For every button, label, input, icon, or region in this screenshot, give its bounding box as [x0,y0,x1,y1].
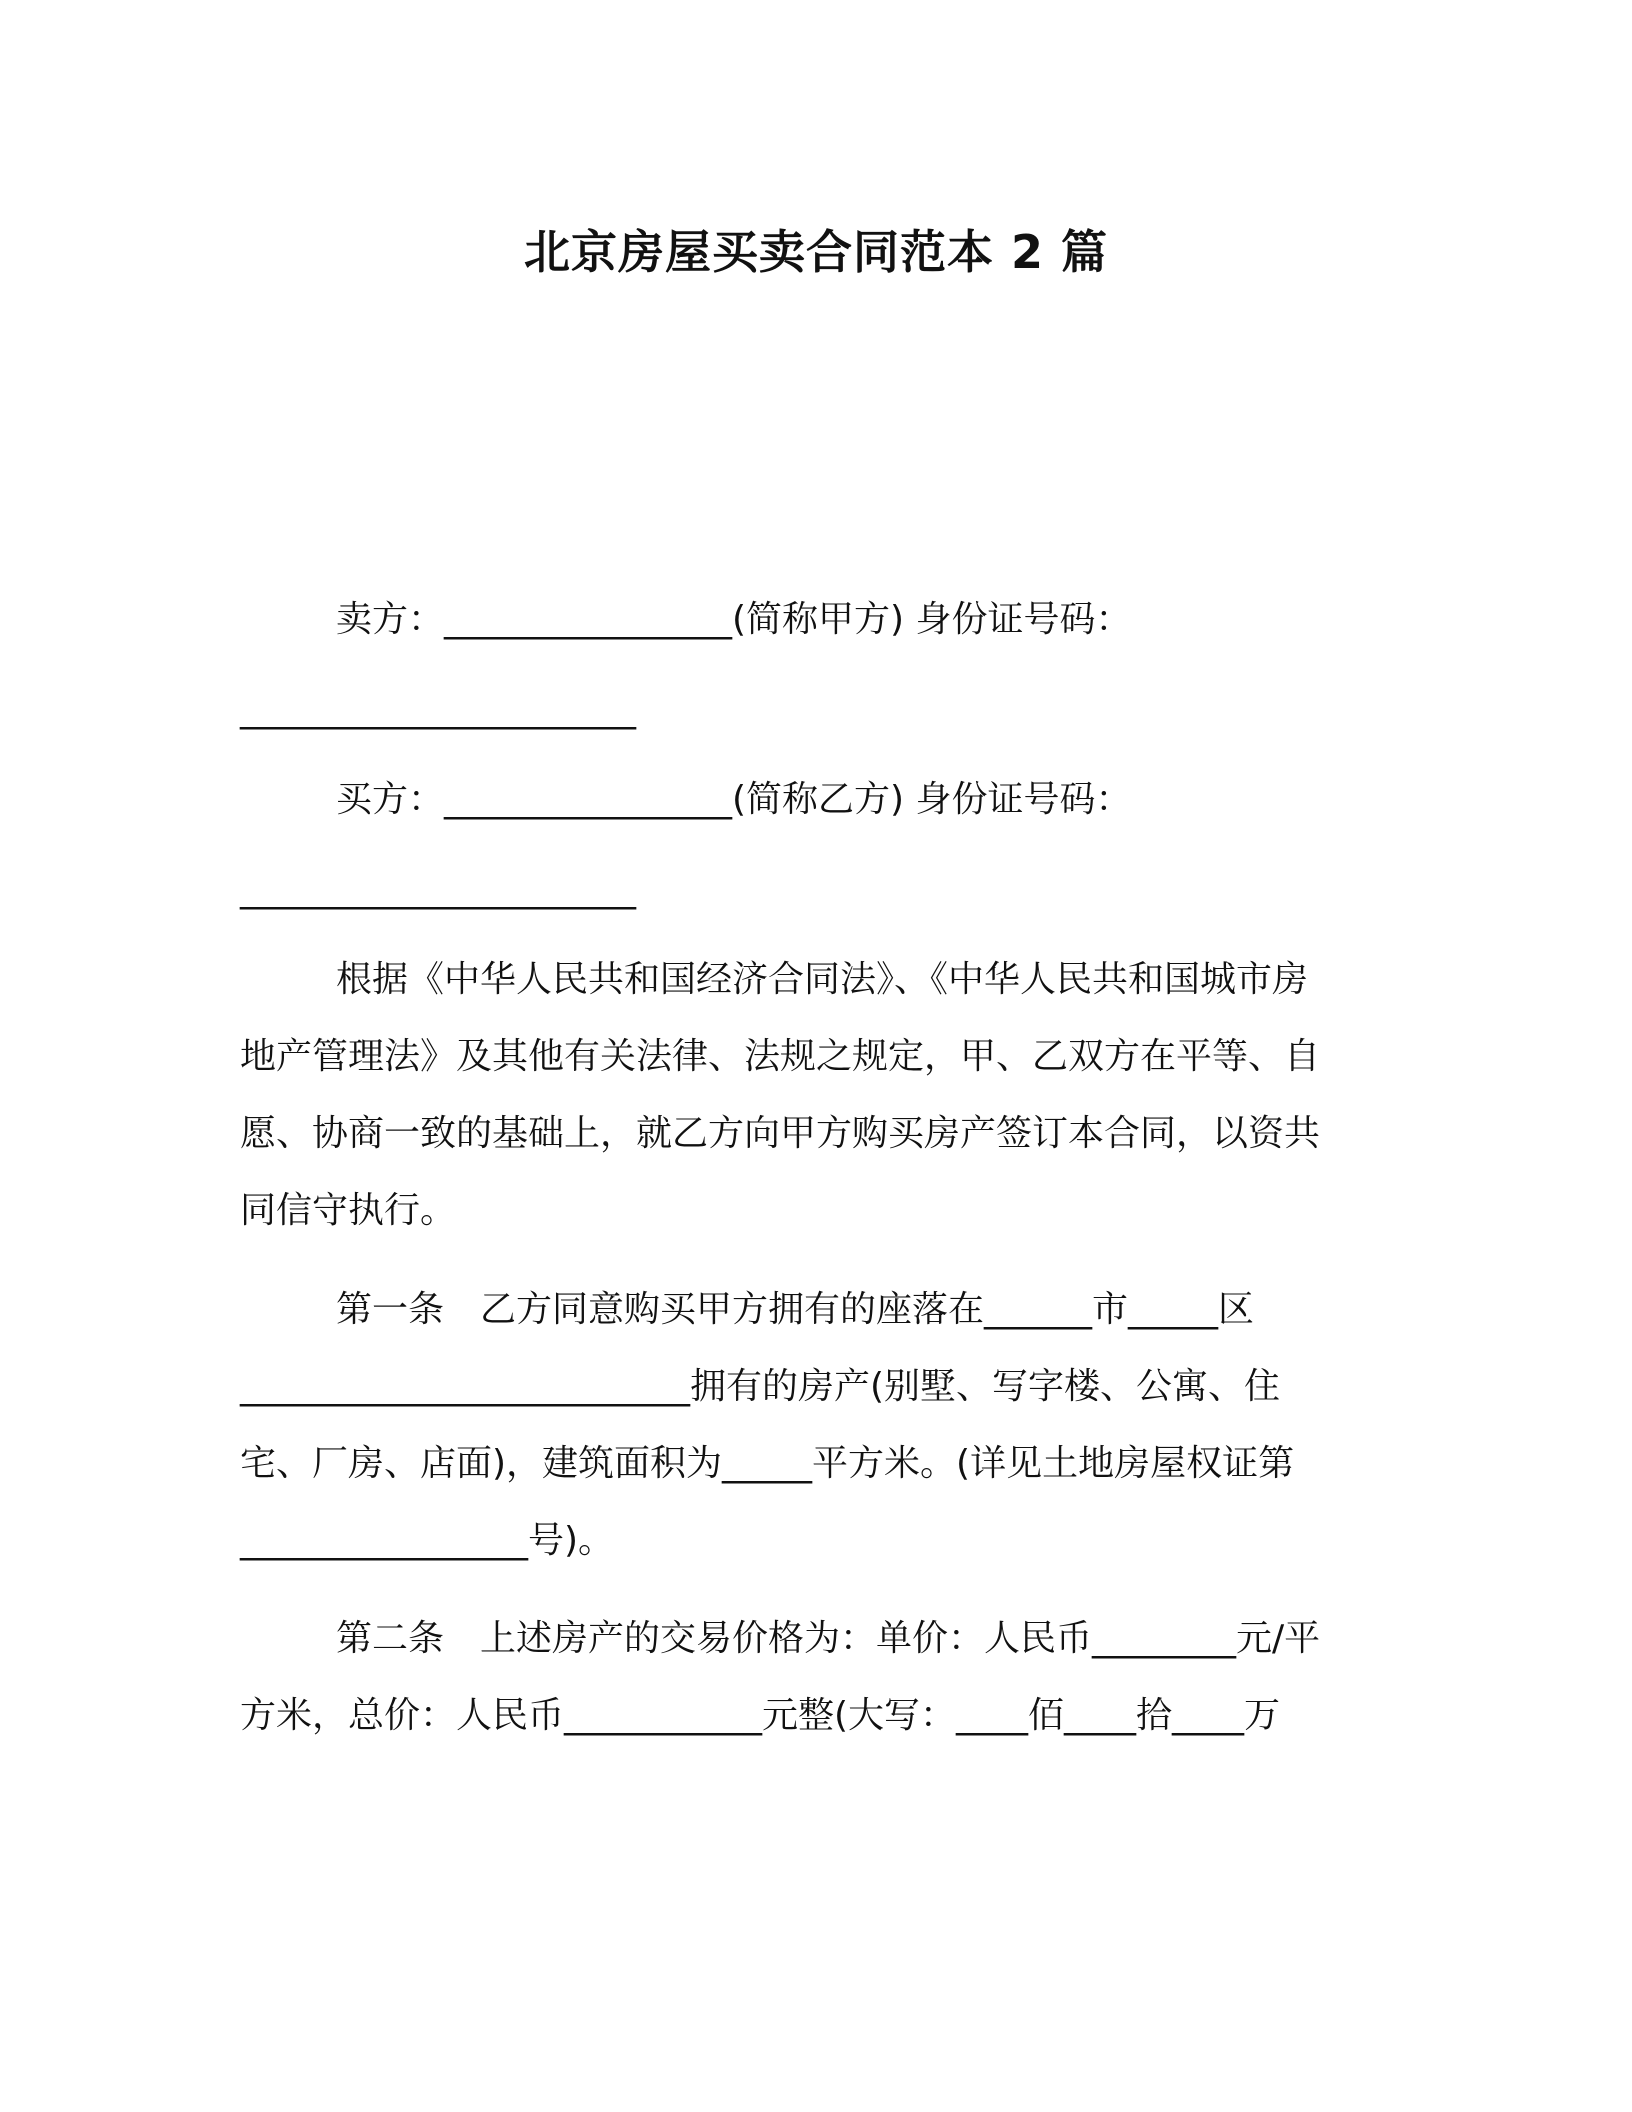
preamble-line-1: 根据《中华人民共和国经济合同法》、《中华人民共和国城市房 [336,959,1309,1000]
article-1-line-3: 宅、厂房、店面)，建筑面积为_____平方米。(详见土地房屋权证第 [240,1443,1295,1484]
article-1-line-4: ________________号)。 [240,1520,615,1561]
article-1-line-2: _________________________拥有的房产(别墅、写字楼、公寓、住 [240,1366,1281,1407]
seller-line: 卖方：________________(简称甲方) 身份证号码： [336,599,1132,640]
buyer-id-blank: ______________________ [240,869,636,910]
article-2-line-1: 第二条 上述房产的交易价格为：单价：人民币________元/平 [336,1618,1321,1659]
document-title: 北京房屋买卖合同范本 2 篇 [523,225,1109,279]
preamble-line-4: 同信守执行。 [240,1190,457,1231]
buyer-line: 买方：________________(简称乙方) 身份证号码： [336,779,1132,820]
preamble-line-2: 地产管理法》及其他有关法律、法规之规定，甲、乙双方在平等、自 [240,1036,1321,1077]
article-2-line-2: 方米，总价：人民币___________元整(大写：____佰____拾____万 [240,1695,1281,1736]
preamble-line-3: 愿、协商一致的基础上，就乙方向甲方购买房产签订本合同，以资共 [240,1113,1321,1154]
article-1-line-1: 第一条 乙方同意购买甲方拥有的座落在______市_____区 [336,1289,1255,1330]
seller-id-blank: ______________________ [240,689,636,730]
